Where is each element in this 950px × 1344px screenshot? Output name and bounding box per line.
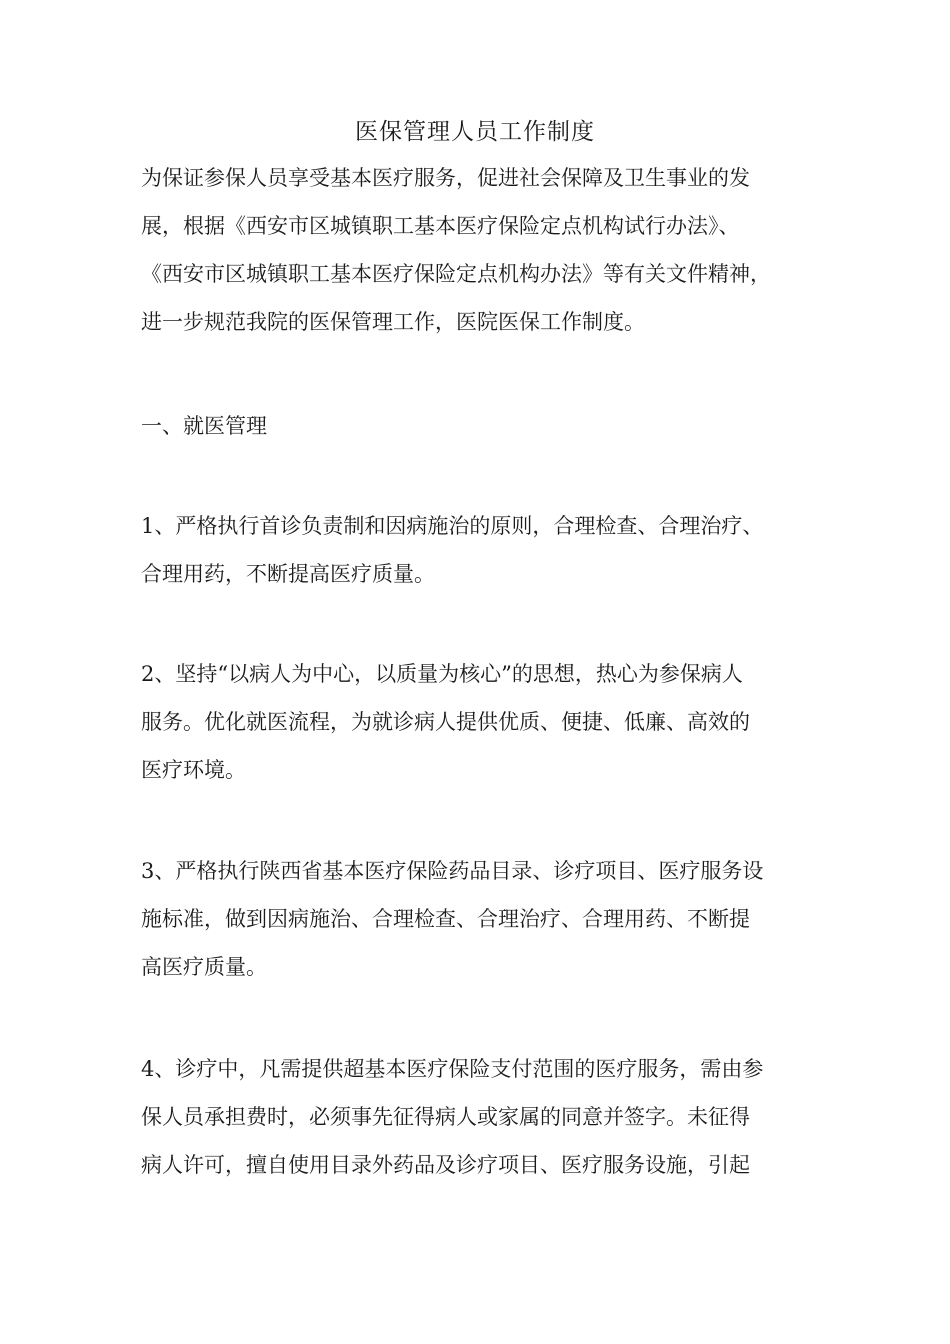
intro-line: 《西安市区城镇职工基本医疗保险定点机构办法》等有关文件精神，: [141, 262, 771, 286]
intro-paragraph: [141, 154, 809, 346]
intro-line: 展，根据《西安市区城镇职工基本医疗保险定点机构试行办法》、: [141, 214, 740, 238]
item-2-paragraph: [141, 650, 809, 794]
item-1-line: 合理用药，不断提高医疗质量。: [141, 562, 435, 586]
item-4-line: 4、诊疗中，凡需提供超基本医疗保险支付范围的医疗服务，需由参: [141, 1057, 764, 1081]
item-2-line: 2、坚持“以病人为中心，以质量为核心”的思想，热心为参保病人: [141, 662, 743, 686]
item-4-line: 保人员承担费时，必须事先征得病人或家属的同意并签字。未征得: [141, 1105, 750, 1129]
item-4-paragraph: [141, 1045, 809, 1189]
item-3-line: 施标准，做到因病施治、合理检查、合理治疗、合理用药、不断提: [141, 907, 750, 931]
item-1-paragraph: [141, 502, 809, 598]
intro-line: 进一步规范我院的医保管理工作，医院医保工作制度。: [141, 310, 645, 334]
item-3-line: 高医疗质量。: [141, 955, 267, 979]
item-2-line: 服务。优化就医流程，为就诊病人提供优质、便捷、低廉、高效的: [141, 710, 750, 734]
item-3-paragraph: [141, 847, 809, 991]
document-title: 医保管理人员工作制度: [355, 119, 595, 145]
item-3-line: 3、严格执行陕西省基本医疗保险药品目录、诊疗项目、医疗服务设: [141, 859, 764, 883]
section-heading-text: 一、就医管理: [141, 414, 267, 438]
item-2-line: 医疗环境。: [141, 758, 246, 782]
item-4-line: 病人许可，擅自使用目录外药品及诊疗项目、医疗服务设施，引起: [141, 1153, 750, 1177]
intro-line: 为保证参保人员享受基本医疗服务，促进社会保障及卫生事业的发: [141, 166, 750, 190]
section-heading: [141, 402, 809, 450]
item-1-line: 1、严格执行首诊负责制和因病施治的原则，合理检查、合理治疗、: [141, 514, 764, 538]
